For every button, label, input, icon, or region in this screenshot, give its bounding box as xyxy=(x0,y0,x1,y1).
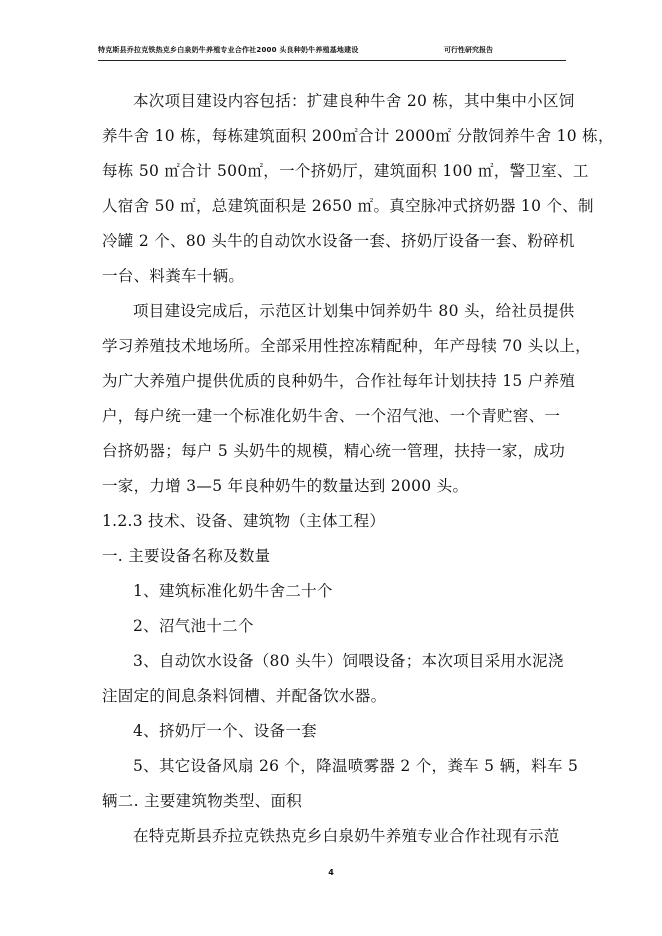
section-heading: 1.2.3 技术、设备、建筑物（主体工程） xyxy=(102,512,386,530)
list-item: 5、其它设备风扇 26 个，降温喷雾器 2 个，粪车 5 辆，料车 5 xyxy=(133,757,579,775)
paragraph-line: 户，每户统一建一个标准化奶牛舍、一个沼气池、一个青贮窖、一 xyxy=(102,407,561,425)
header-project-title: 特克斯县乔拉克铁热克乡白泉奶牛养殖专业合作社2000 头良种奶牛养殖基地建设 xyxy=(98,46,359,54)
paragraph-line: 本次项目建设内容包括：扩建良种牛舍 20 栋，其中集中小区饲 xyxy=(133,92,575,110)
paragraph-line: 台挤奶器；每户 5 头奶牛的规模，精心统一管理，扶持一家，成功 xyxy=(102,442,566,460)
paragraph-line: 项目建设完成后，示范区计划集中饲养奶牛 80 头，给社员提供 xyxy=(133,302,575,320)
paragraph-line: 为广大养殖户提供优质的良种奶牛，合作社每年计划扶持 15 户养殖 xyxy=(102,372,576,390)
running-header xyxy=(98,42,566,61)
list-item-continuation: 辆二. 主要建筑物类型、面积 xyxy=(102,792,303,810)
list-item-continuation: 注固定的间息条料饲槽、并配备饮水器。 xyxy=(102,687,387,705)
subsection-heading: 一. 主要设备名称及数量 xyxy=(102,547,271,565)
list-item: 4、挤奶厅一个、设备一套 xyxy=(133,722,317,740)
paragraph-line: 在特克斯县乔拉克铁热克乡白泉奶牛养殖专业合作社现有示范 xyxy=(133,827,560,845)
header-report-type: 可行性研究报告 xyxy=(444,46,493,54)
paragraph-line: 人宿舍 50 ㎡，总建筑面积是 2650 ㎡。真空脉冲式挤奶器 10 个、制 xyxy=(102,197,594,215)
paragraph-line: 一台、料粪车十辆。 xyxy=(102,267,245,285)
list-item: 2、沼气池十二个 xyxy=(133,617,254,635)
paragraph-line: 学习养殖技术地场所。全部采用性控冻精配种，年产母犊 70 头以上， xyxy=(102,337,591,355)
paragraph-line: 养牛舍 10 栋，每栋建筑面积 200㎡合计 2000㎡ 分散饲养牛舍 10 栋， xyxy=(102,127,614,145)
paragraph-line: 一家，力增 3—5 年良种奶牛的数量达到 2000 头。 xyxy=(102,477,469,495)
list-item: 3、自动饮水设备（80 头牛）饲喂设备；本次项目采用水泥浇 xyxy=(133,652,564,670)
document-body xyxy=(102,84,614,854)
list-item: 1、建筑标准化奶牛舍二十个 xyxy=(133,582,333,600)
paragraph-line: 冷罐 2 个、80 头牛的自动饮水设备一套、挤奶厅设备一套、粉碎机 xyxy=(102,232,575,250)
page-number: 4 xyxy=(328,868,334,877)
paragraph-line: 每栋 50 ㎡合计 500㎡，一个挤奶厅，建筑面积 100 ㎡，警卫室、工 xyxy=(102,162,589,180)
